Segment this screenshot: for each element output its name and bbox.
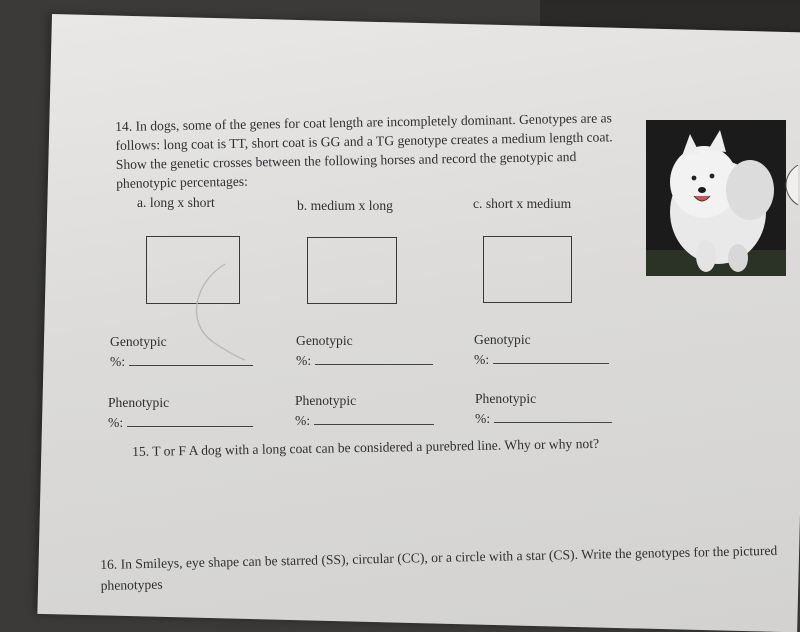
genotypic-label-c: Genotypic bbox=[474, 332, 531, 347]
phenotypic-answer-c bbox=[475, 409, 612, 428]
phenotypic-blank-c[interactable] bbox=[494, 410, 612, 423]
genotypic-answer-b bbox=[296, 351, 433, 370]
percent-label: %: bbox=[110, 354, 126, 369]
percent-label: %: bbox=[475, 411, 491, 426]
percent-label: %: bbox=[474, 352, 490, 367]
phenotypic-label-c: Phenotypic bbox=[475, 391, 537, 406]
percent-label: %: bbox=[296, 353, 312, 368]
percent-label: %: bbox=[295, 413, 311, 428]
page-curl bbox=[776, 165, 800, 235]
percent-label: %: bbox=[108, 415, 124, 430]
phenotypic-blank-b[interactable] bbox=[314, 412, 434, 425]
phenotypic-blank-a[interactable] bbox=[127, 414, 253, 427]
genotypic-answer-c bbox=[474, 350, 609, 369]
pencil-mark bbox=[185, 262, 255, 362]
phenotypic-label-b: Phenotypic bbox=[295, 393, 357, 408]
genotypic-blank-a[interactable] bbox=[129, 353, 253, 366]
cross-c-label: c. short x medium bbox=[473, 196, 572, 211]
question-14-text: 14. In dogs, some of the genes for coat length are incompletely dominant. Genotypes are as follows: long coat is TT, short coat is GG and a TG genotype creates a medium length coat. Show the genetic crosses between the following horses and record the genotypic and phenotypic percentages: bbox=[115, 110, 613, 191]
genotypic-blank-b[interactable] bbox=[315, 352, 433, 365]
dog-photo-icon bbox=[646, 120, 786, 276]
phenotypic-answer-b bbox=[295, 411, 434, 430]
genotypic-blank-c[interactable] bbox=[493, 351, 609, 364]
question-15-text: 15. T or F A dog with a long coat can be considered a purebred line. Why or why not? bbox=[132, 435, 600, 459]
question-16-text: 16. In Smileys, eye shape can be starred (SS), circular (CC), or a circle with a star (CS). Write the genotypes for the pictured phenotypes bbox=[100, 542, 778, 593]
phenotypic-label-a: Phenotypic bbox=[108, 395, 170, 410]
punnett-box-c[interactable] bbox=[483, 236, 572, 303]
genotypic-label-a: Genotypic bbox=[110, 334, 167, 349]
genotypic-label-b: Genotypic bbox=[296, 333, 353, 348]
cross-a-label: a. long x short bbox=[137, 195, 215, 210]
cross-b-label: b. medium x long bbox=[297, 198, 393, 213]
punnett-box-b[interactable] bbox=[307, 237, 397, 304]
phenotypic-answer-a bbox=[108, 413, 253, 432]
genotypic-answer-a bbox=[110, 352, 253, 371]
